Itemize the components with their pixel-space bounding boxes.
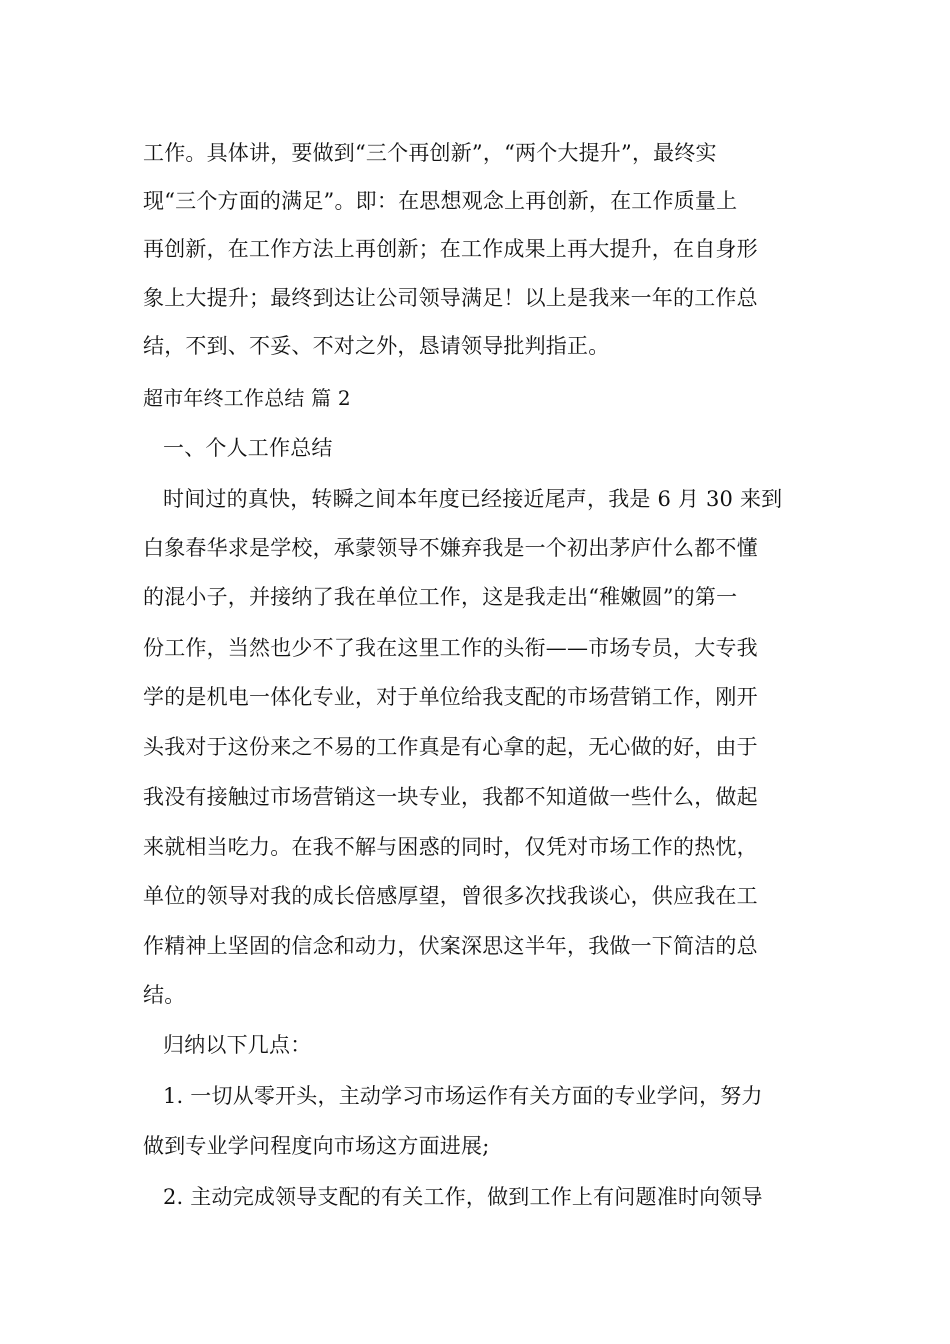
paragraph-line: 作精神上坚固的信念和动力，伏案深思这半年，我做一下简洁的总 xyxy=(143,934,758,958)
paragraph-line: 白象春华求是学校，承蒙领导不嫌弃我是一个初出茅庐什么都不懂 xyxy=(143,536,758,560)
paragraph-line: 象上大提升；最终到达让公司领导满足！以上是我来一年的工作总 xyxy=(143,286,758,310)
subheading: 一、个人工作总结 xyxy=(163,436,333,460)
list-item-line: 2. 主动完成领导支配的有关工作，做到工作上有问题准时向领导 xyxy=(163,1185,763,1209)
section-title: 超市年终工作总结 篇 2 xyxy=(143,386,351,410)
paragraph-line: 现“三个方面的满足”。即：在思想观念上再创新，在工作质量上 xyxy=(143,189,738,213)
paragraph-line: 工作。具体讲，要做到“三个再创新”，“两个大提升”，最终实 xyxy=(143,141,717,165)
paragraph-line: 我没有接触过市场营销这一块专业，我都不知道做一些什么，做起 xyxy=(143,785,758,809)
paragraph-line: 单位的领导对我的成长倍感厚望，曾很多次找我谈心，供应我在工 xyxy=(143,884,758,908)
list-item-line: 做到专业学问程度向市场这方面进展; xyxy=(143,1134,490,1158)
paragraph-line: 时间过的真快，转瞬之间本年度已经接近尾声，我是 6 月 30 来到 xyxy=(163,487,783,511)
list-item-line: 1. 一切从零开头，主动学习市场运作有关方面的专业学问，努力 xyxy=(163,1084,763,1108)
paragraph-line: 结。 xyxy=(143,983,186,1007)
paragraph-line: 结，不到、不妥、不对之外，恳请领导批判指正。 xyxy=(143,334,610,358)
summary-intro: 归纳以下几点： xyxy=(163,1033,312,1057)
paragraph-line: 头我对于这份来之不易的工作真是有心拿的起，无心做的好，由于 xyxy=(143,735,758,759)
paragraph-line: 再创新，在工作方法上再创新；在工作成果上再大提升，在自身形 xyxy=(143,237,758,261)
paragraph-line: 的混小子，并接纳了我在单位工作，这是我走出“稚嫩圆”的第一 xyxy=(143,585,738,609)
paragraph-line: 份工作，当然也少不了我在这里工作的头衔——市场专员，大专我 xyxy=(143,636,758,660)
paragraph-line: 来就相当吃力。在我不解与困惑的同时，仅凭对市场工作的热忱， xyxy=(143,835,758,859)
paragraph-line: 学的是机电一体化专业，对于单位给我支配的市场营销工作，刚开 xyxy=(143,685,758,709)
